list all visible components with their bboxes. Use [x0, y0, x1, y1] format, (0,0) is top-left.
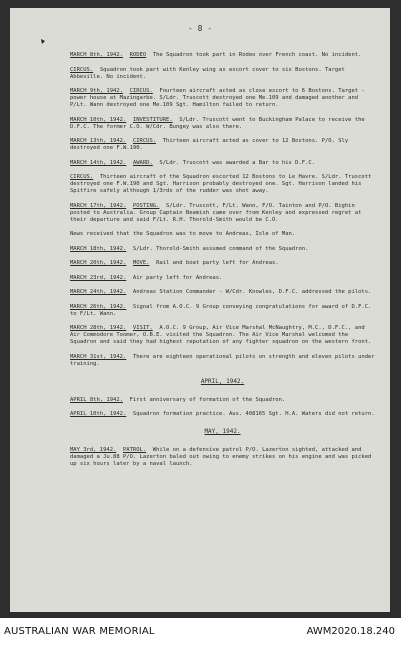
entry-code: CIRCUS. [70, 174, 94, 180]
entry-code: VISIT. [132, 325, 153, 331]
entry-text: Thirteen aircraft acted as cover to 12 Bostons. P/O. Sly destroyed one F.W.190. [70, 138, 349, 151]
diary-entry [70, 260, 375, 267]
entry-text: A.O.C. 9 Group, Air Vice Marshal McNaughtry, M.C., D.F.C., and Air Commodore Toomer, O.B.E. visited the Squadron. The Air Vice Marshal welcomed the Squadron and said they had highest reputation of any fighter squadron on the western front. [70, 325, 372, 345]
diary-entry [70, 174, 375, 195]
diary-entry [70, 325, 375, 346]
entry-code: RODEO [129, 52, 147, 58]
diary-entry [70, 289, 375, 296]
entry-date: MARCH 23rd, 1942. [70, 274, 127, 281]
entry-text: Thirteen aircraft of the Squadron escorted 12 Bostons to Le Havre. S/Ldr. Truscott destroyed one F.W.190 and Sgt. Harrison probably destroyed one. Sgt. Harrison landed his Spitfire safely although 1/3rds of the rudder was shot away. [70, 174, 372, 194]
entry-text: There are eighteen operational pilots on strength and eleven pilots under training. [70, 353, 375, 367]
diary-entry [70, 52, 375, 59]
entry-date: APRIL 8th, 1942. [70, 396, 123, 403]
entry-code: PATROL. [122, 447, 147, 453]
entry-date: MARCH 8th, 1942. [70, 52, 123, 58]
diary-entry [70, 88, 375, 109]
entry-code: POSTING. [132, 202, 160, 209]
diary-entry [70, 397, 375, 404]
entry-date: MARCH 13th, 1942. [70, 138, 127, 144]
entry-code: MOVE. [132, 260, 150, 266]
diary-entry [70, 246, 375, 253]
entry-code: AWARD. [132, 159, 153, 166]
entry-code: INVESTITURE. [132, 116, 173, 123]
entry-date: MARCH 14th, 1942. [70, 159, 127, 166]
diary-entry [70, 203, 375, 224]
entry-date: MARCH 20th, 1942. [70, 260, 127, 266]
entry-text: Squadron formation practice. Aus. 408165 Sgt. H.A. Waters did not return. [132, 411, 375, 417]
diary-entry [70, 275, 375, 282]
entry-date: MARCH 9th, 1942. [70, 88, 123, 94]
entry-text: S/Ldr. Truscott went to Buckingham Palace to receive the D.F.C. The former C.O. W/Cdr. Bungey was also there. [70, 116, 365, 130]
diary-entry [70, 304, 375, 318]
entry-code: CIRCUS. [132, 138, 157, 144]
entry-text: Fourteen aircraft acted as close escort to 6 Bostons. Target - power house at Mazingarbe. S/Ldr. Truscott destroyed one Me.109 and damaged another and P/Lt. Wann destroyed one Me.109 Sgt. Hamilton failed to return. [70, 88, 365, 108]
document-page [10, 8, 390, 612]
diary-entry [70, 117, 375, 131]
diary-entry [70, 138, 375, 152]
entry-date: MARCH 28th, 1942. [70, 325, 127, 331]
month-heading-may: MAY, 1942. [204, 428, 241, 435]
entry-text: Air party left for Andreas. [132, 274, 223, 281]
entry-code: CIRCUS. [129, 88, 153, 94]
entry-date: MARCH 10th, 1942. [70, 116, 127, 123]
entry-text: Rail and boat party left for Andreas. [156, 260, 279, 266]
entry-text: The Squadron took part in Rodeo over French coast. No incident. [152, 52, 362, 58]
may-entries [70, 447, 375, 468]
entry-text: News received that the Squadron was to move to Andreas, Isle of Man. [70, 231, 296, 237]
diary-entries [70, 52, 375, 476]
page-number: - 8 - [187, 24, 213, 33]
diary-entry [70, 447, 375, 468]
entry-text: While on a defensive patrol P/O. Lazerton sighted, attacked and damaged a Ju.88 P/O. Lazerton baled out owing to enemy strikes on his engine and was picked up six hours later by a naval launch. [70, 447, 372, 467]
entry-date: MAY 3rd, 1942. [70, 447, 117, 453]
entry-date: MARCH 26th, 1942. [70, 303, 127, 310]
diary-entry [70, 231, 375, 238]
entry-text: Squadron took part with Kenley wing as escort cover to six Bostons. Target Abbeville. No incident. [70, 66, 345, 80]
archive-footer [0, 618, 401, 653]
diary-entry [70, 160, 375, 167]
entry-text: S/Ldr. Thorold-Smith assumed command of the Squadron. [132, 245, 309, 252]
entry-date: MARCH 17th, 1942. [70, 202, 127, 209]
entry-text: S/Ldr. Truscott was awarded a Bar to his D.F.C. [159, 159, 316, 166]
diary-entry [70, 411, 375, 418]
march-entries [70, 52, 375, 368]
entry-date: APRIL 10th, 1942. [70, 411, 127, 417]
entry-date: MARCH 24th, 1942. [70, 289, 127, 295]
april-entries [70, 397, 375, 419]
archive-reference: AWM2020.18.240 [306, 626, 395, 637]
entry-code: CIRCUS. [70, 66, 94, 73]
diary-entry [70, 354, 375, 368]
entry-date: MARCH 31st, 1942. [70, 353, 127, 360]
diary-entry [70, 67, 375, 81]
entry-text: Andreas Station Commander - W/Cdr. Knowles, D.F.C. addressed the pilots. [132, 289, 372, 295]
archive-name: AUSTRALIAN WAR MEMORIAL [4, 626, 155, 637]
month-heading-april: APRIL, 1942. [200, 377, 245, 385]
entry-text: Signal from A.O.C. 9 Group conveying congratulations for award of D.F.C. to F/Lt. Wann. [70, 303, 372, 317]
punch-hole-mark [40, 38, 47, 45]
entry-text: S/Ldr. Truscott, F/Lt. Wann, F/O. Tainton and P/O. Bighin posted to Australia. Group Captain Beamish came over from Kenley and expressed regret at their departure and said F/Lt. R.H. Thorold-Smith would be C.O. [70, 202, 362, 223]
entry-text: First anniversary of formation of the Squadron. [129, 396, 286, 403]
entry-date: MARCH 18th, 1942. [70, 245, 127, 252]
